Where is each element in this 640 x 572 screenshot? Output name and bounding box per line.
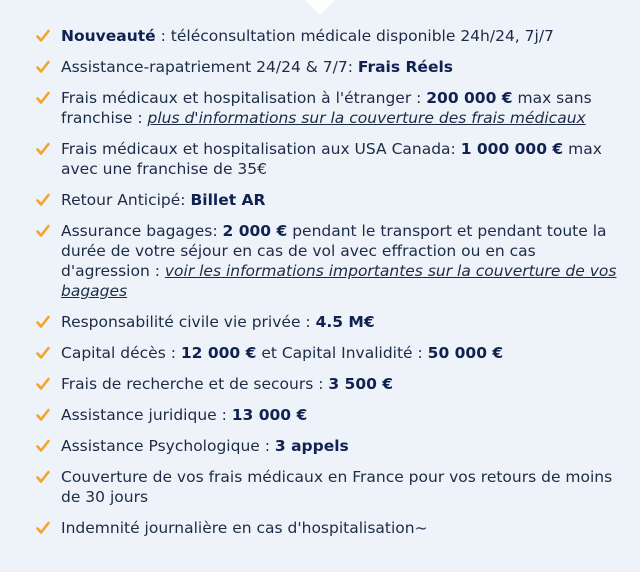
item-bold-lead: Nouveauté xyxy=(61,27,156,45)
list-item xyxy=(36,57,622,77)
item-bold: 3 appels xyxy=(274,437,349,455)
list-item xyxy=(36,190,622,210)
list-item xyxy=(36,343,622,363)
item-bold: 13 000 € xyxy=(231,406,308,424)
item-bold: 4.5 M€ xyxy=(315,313,375,331)
check-icon xyxy=(36,193,50,207)
item-text: Frais médicaux et hospitalisation à l'étranger : xyxy=(61,89,427,107)
item-text-2: max avec une franchise de 35€ xyxy=(61,140,602,178)
list-item xyxy=(36,467,622,507)
check-icon xyxy=(36,439,50,453)
check-icon xyxy=(36,29,50,43)
list-item xyxy=(36,88,622,128)
item-bold: Billet AR xyxy=(190,191,266,209)
item-text: Assistance juridique : xyxy=(61,406,232,424)
check-icon xyxy=(36,91,50,105)
list-item xyxy=(36,374,622,394)
item-text: Responsabilité civile vie privée : xyxy=(61,313,316,331)
item-text: Indemnité journalière en cas d'hospitalisation~ xyxy=(61,519,428,537)
item-text: Assistance-rapatriement 24/24 & 7/7: xyxy=(61,58,358,76)
item-bold: Frais Réels xyxy=(357,58,453,76)
baggage-coverage-link[interactable]: voir les informations importantes sur la couverture de vos bagages xyxy=(61,262,617,300)
item-text: Couverture de vos frais médicaux en France pour vos retours de moins de 30 jours xyxy=(61,468,613,506)
item-text: : téléconsultation médicale disponible 24h/24, 7j/7 xyxy=(155,27,554,45)
list-item xyxy=(36,312,622,332)
check-icon xyxy=(36,346,50,360)
item-bold: 200 000 € xyxy=(426,89,513,107)
item-text-2: max sans franchise : xyxy=(61,89,592,127)
medical-coverage-link[interactable]: plus d'informations sur la couverture des frais médicaux xyxy=(147,109,586,127)
item-text: Assurance bagages: xyxy=(61,222,223,240)
item-text: Assistance Psychologique : xyxy=(61,437,275,455)
check-icon xyxy=(36,377,50,391)
item-bold: 2 000 € xyxy=(222,222,288,240)
item-text: Frais de recherche et de secours : xyxy=(61,375,329,393)
check-icon xyxy=(36,315,50,329)
check-icon xyxy=(36,142,50,156)
check-icon xyxy=(36,470,50,484)
list-item xyxy=(36,518,622,538)
list-item xyxy=(36,221,622,301)
item-text-2: et Capital Invalidité : xyxy=(256,344,428,362)
item-text: Capital décès : xyxy=(61,344,181,362)
check-icon xyxy=(36,60,50,74)
item-text: Frais médicaux et hospitalisation aux USA Canada: xyxy=(61,140,461,158)
item-bold: 1 000 000 € xyxy=(460,140,564,158)
list-item xyxy=(36,436,622,456)
check-icon xyxy=(36,408,50,422)
item-bold: 12 000 € xyxy=(180,344,257,362)
item-text-2: pendant le transport et pendant toute la durée de votre séjour en cas de vol avec effraction ou en cas d'agression : xyxy=(61,222,607,280)
list-item xyxy=(36,139,622,179)
check-icon xyxy=(36,521,50,535)
check-icon xyxy=(36,224,50,238)
item-bold-2: 50 000 € xyxy=(427,344,504,362)
list-item xyxy=(36,405,622,425)
item-text: Retour Anticipé: xyxy=(61,191,191,209)
list-item xyxy=(36,26,622,46)
item-bold: 3 500 € xyxy=(328,375,394,393)
